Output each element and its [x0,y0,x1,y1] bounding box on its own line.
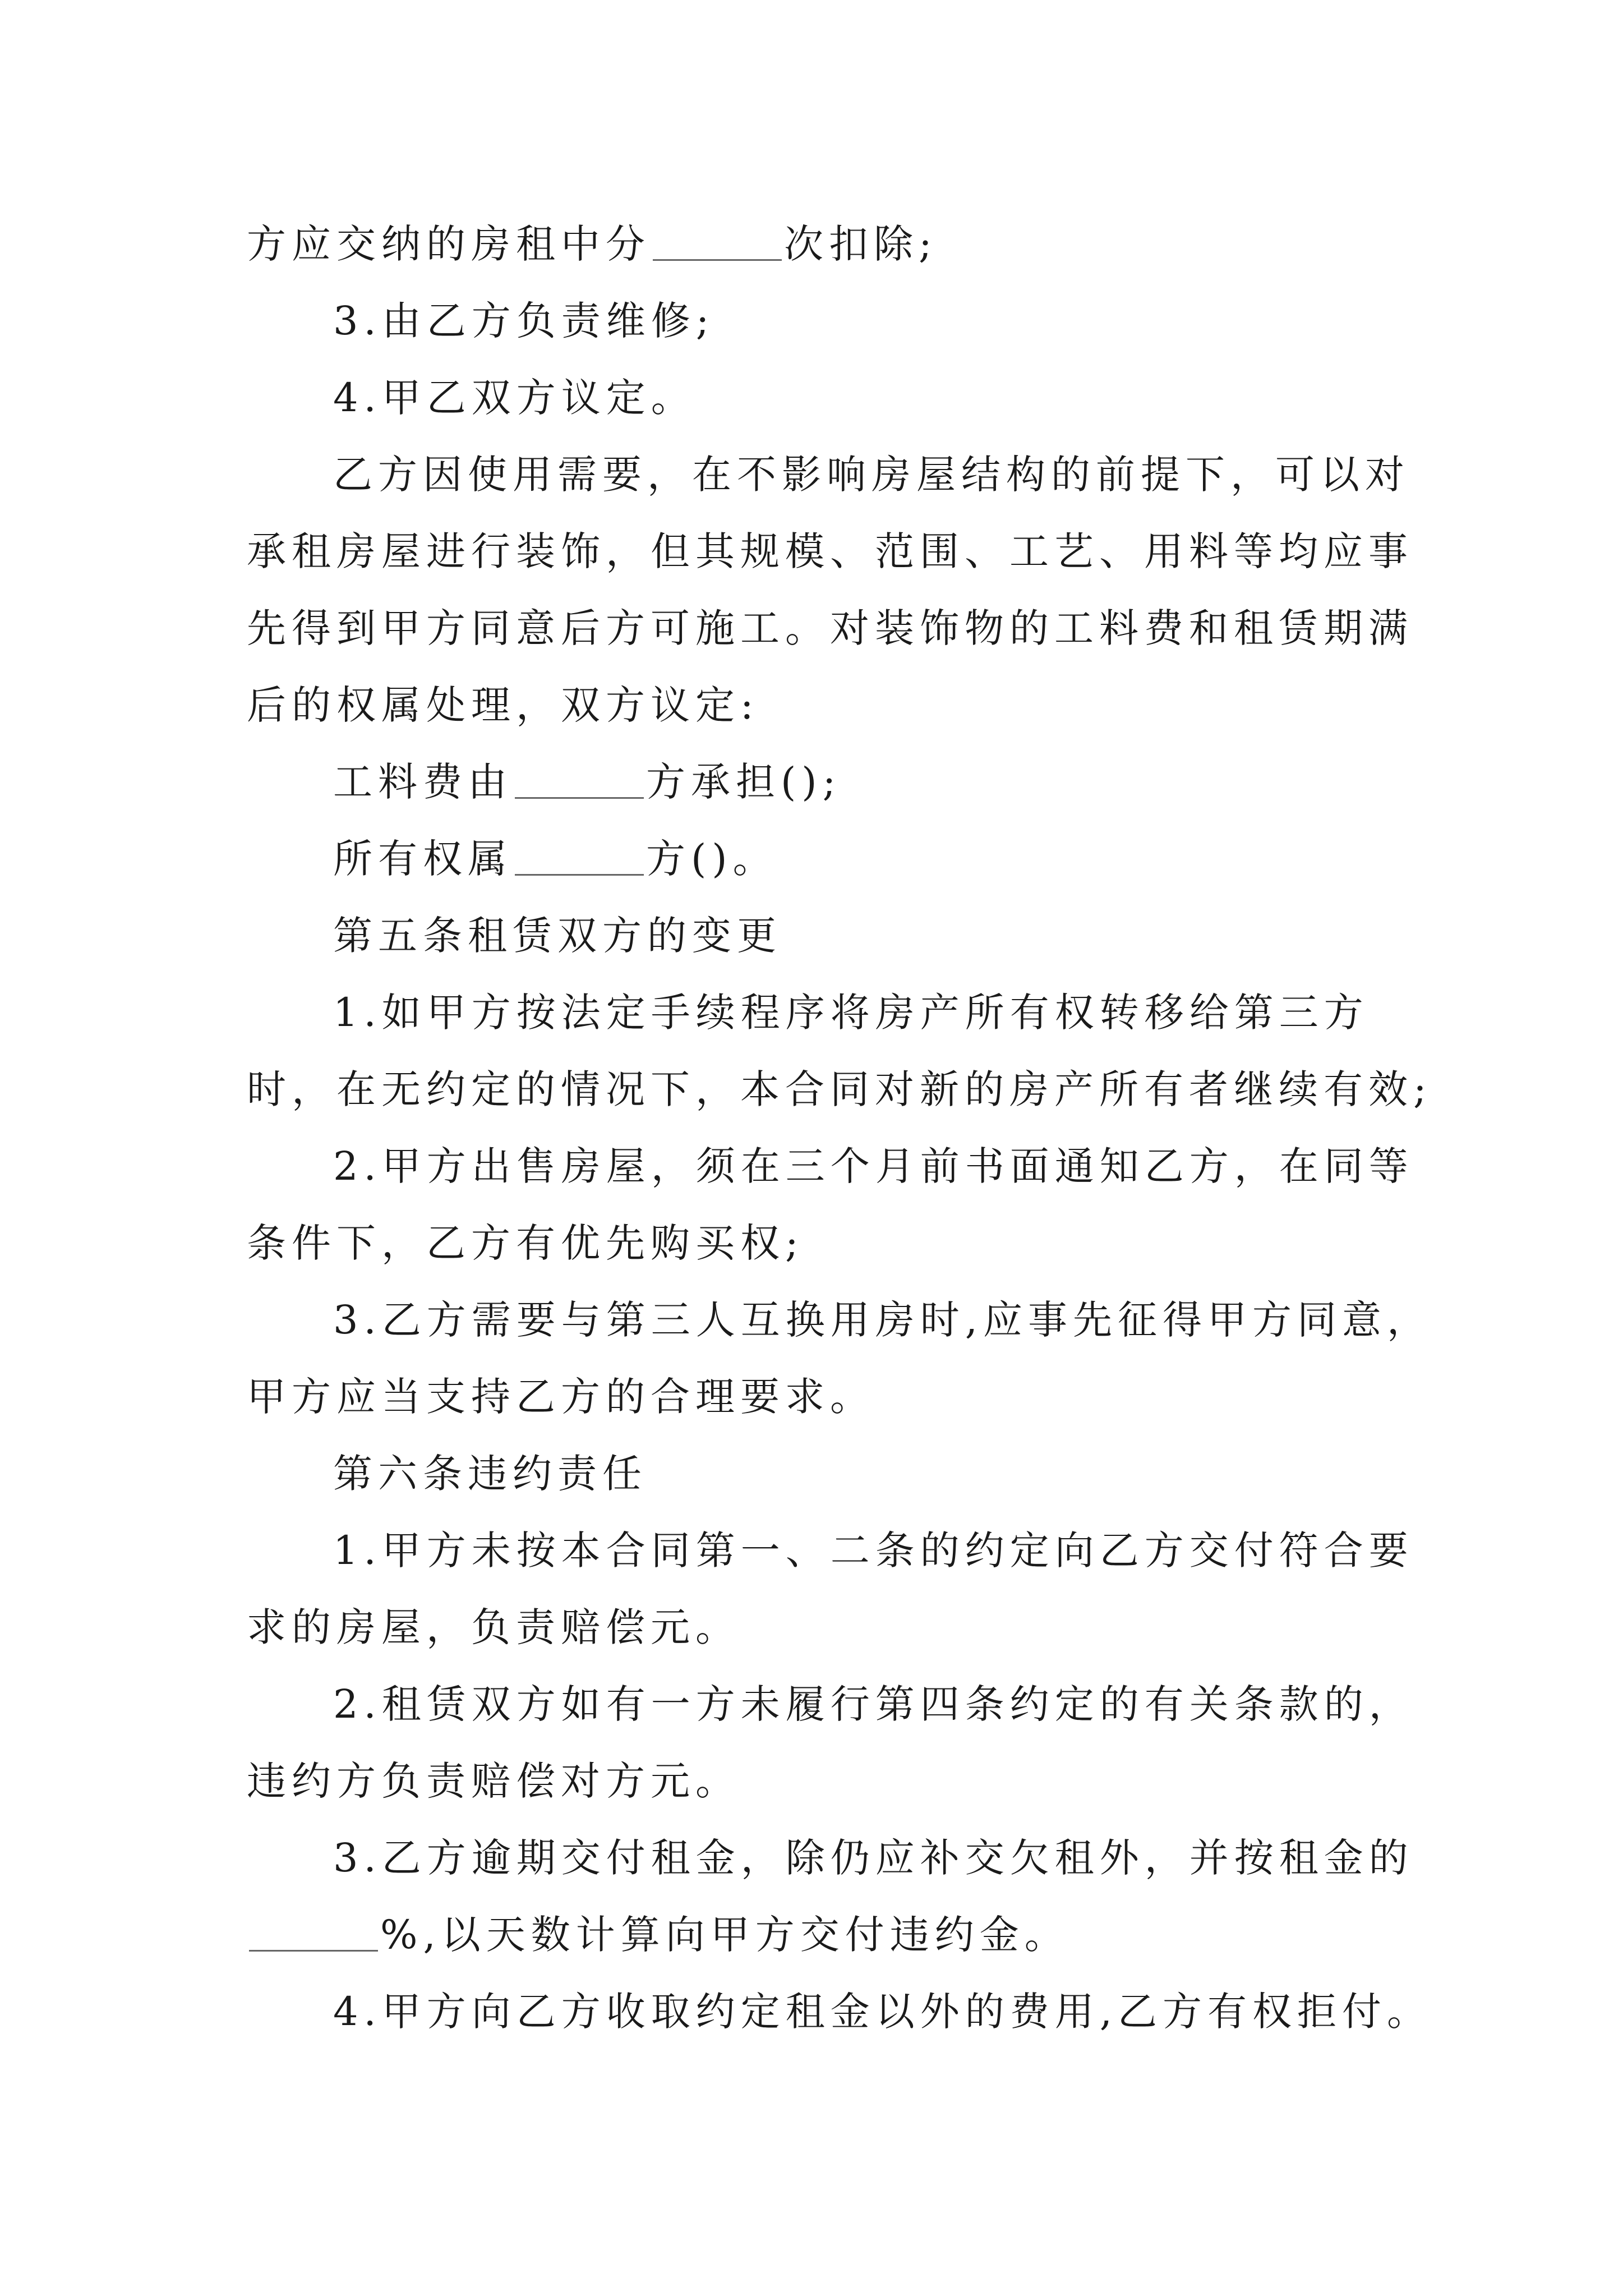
text-line-1 [247,216,1391,272]
text-line-2: 3.由乙方负责维修; [333,298,715,344]
text-line-19: 求的房屋，负责赔偿元。 [247,1604,740,1650]
text-line-3: 4.甲乙双方议定。 [333,375,696,421]
line-1-end: 次扣除; [784,221,938,267]
fill-in-blank [249,1911,378,1952]
text-line-18: 1.甲方未按本合同第一、二条的约定向乙方交付符合要 [333,1527,1414,1573]
text-line-13: 2.甲方出售房屋，须在三个月前书面通知乙方，在同等 [333,1143,1414,1189]
text-line-11: 1.如甲方按法定手续程序将房产所有权转移给第三方 [333,990,1369,1036]
text-line-5: 承租房屋进行装饰，但其规模、范围、工艺、用料等均应事 [247,528,1413,574]
text-line-20: 2.租赁双方如有一方未履行第四条约定的有关条款的， [333,1681,1414,1727]
fill-in-blank [515,835,644,876]
line-8-end: 方承担(); [646,759,842,805]
line-1-start: 方应交纳的房租中分 [247,221,651,267]
text-line-7: 后的权属处理，双方议定: [247,682,759,728]
text-line-23 [247,1907,1391,1963]
line-9-start: 所有权属 [333,836,513,882]
text-line-21: 违约方负责赔偿对方元。 [247,1758,740,1804]
section-heading-6: 第六条违约责任 [333,1451,647,1497]
text-line-9 [333,831,1391,887]
line-8-start: 工料费由 [333,759,513,805]
fill-in-blank [515,758,644,799]
text-line-8 [333,754,1391,810]
line-9-end: 方()。 [646,836,778,882]
text-line-12: 时，在无约定的情况下，本合同对新的房产所有者继续有效; [247,1066,1432,1112]
text-line-6: 先得到甲方同意后方可施工。对装饰物的工料费和租赁期满 [247,605,1413,651]
text-line-16: 甲方应当支持乙方的合理要求。 [247,1374,875,1420]
text-line-22: 3.乙方逾期交付租金，除仍应补交欠租外，并按租金的 [333,1835,1414,1881]
line-23-end: %,以天数计算向甲方交付违约金。 [380,1912,1069,1958]
section-heading-5: 第五条租赁双方的变更 [333,913,782,959]
text-line-24: 4.甲方向乙方收取约定租金以外的费用,乙方有权拒付。 [333,1989,1432,2035]
text-line-14: 条件下，乙方有优先购买权; [247,1220,804,1266]
fill-in-blank [653,220,782,261]
text-line-15: 3.乙方需要与第三人互换用房时,应事先征得甲方同意， [333,1297,1432,1343]
text-line-4: 乙方因使用需要，在不影响房屋结构的前提下，可以对 [333,452,1410,498]
